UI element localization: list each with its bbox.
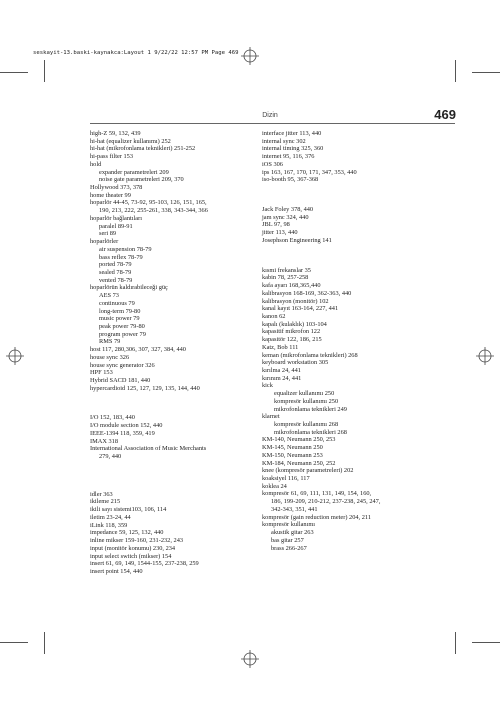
index-entry: HPF 153 [90,369,113,377]
crop-mark-top-left-v [44,60,45,82]
index-subentry: equalizer kullanımı 250 [274,390,335,398]
index-subentry: continuous 79 [99,299,135,307]
index-subentry: vented 78-79 [99,276,133,284]
index-entry: Josephson Engineering 141 [262,236,332,244]
header-rule [90,123,455,124]
index-entry: kompresör (gain reduction meter) 204, 211 [262,513,371,521]
index-column-left [90,130,260,576]
index-entry: insert 61, 69, 149, 1544-155, 237-238, 259 [90,560,199,568]
index-entry: hypercardioid 125, 127, 129, 135, 144, 440 [90,384,200,392]
index-entry: iOS 306 [262,160,283,168]
index-entry: kalibrasyon (monitör) 102 [262,297,329,305]
index-subentry: bass reflex 78-79 [99,253,143,261]
index-entry: IEEE-1394 118, 359, 419 [90,429,155,437]
index-entry: home theater 99 [90,191,131,199]
index-entry: KM-145, Neumann 250 [262,444,323,452]
index-entry: idler 363 [90,490,113,498]
slug-line: seskayit-13.baski-kaynakca:Layout 1 9/22/22 12:57 PM Page 469 [33,50,239,56]
index-entry: interface jitter 113, 440 [262,130,322,137]
index-entry: International Association of Music Merchants [90,445,207,453]
index-entry: hoparlörün kaldırabileceği güç [90,284,168,292]
crop-mark-bottom-right-v [455,632,456,654]
index-group-i-lower [90,491,260,576]
index-subentry: 190, 213, 222, 255-261, 338, 343-344, 366 [99,207,208,215]
index-entry: KM-150, Neumann 253 [262,451,323,459]
registration-mark-bottom-icon [241,650,259,668]
crop-mark-bottom-left-h [0,642,28,643]
crop-mark-bottom-right-h [472,642,500,643]
index-entry: house sync generator 326 [90,361,155,369]
index-subentry: long-term 79-80 [99,307,141,315]
index-entry: hold [90,160,102,168]
index-group-i [262,130,452,184]
index-entry: hoparlör 44-45, 73-92, 95-103, 126, 151, 165, [90,199,207,207]
index-column-right [262,130,452,552]
index-entry: internal timing 325, 360 [262,145,324,153]
index-subentry: 342-343, 351, 441 [271,505,318,513]
group-spacer [90,392,260,414]
index-entry: house sync 326 [90,353,130,361]
index-entry: kafa ayarı 168,365,440 [262,282,321,290]
index-entry: KM-140, Neumann 250, 253 [262,436,336,444]
index-subentry: peak power 79-80 [99,322,145,330]
index-subentry: music power 79 [99,315,140,323]
index-entry: kısmi frekanslar 35 [262,266,311,274]
index-entry: ikili sayı sistemi103, 106, 114 [90,506,167,514]
index-entry: koaksiyel 116, 117 [262,475,310,483]
index-entry: impedance 59, 125, 132, 440 [90,529,164,537]
index-entry: keyboard workstation 305 [262,359,329,367]
index-subentry: noise gate parametreleri 209, 370 [99,176,184,184]
crop-mark-bottom-left-v [44,632,45,654]
index-entry: inline mikser 159-160, 231-232, 243 [90,537,184,545]
index-group-i-upper [90,414,260,460]
index-entry: high-Z 59, 132, 439 [90,130,141,137]
index-entry: jitter 113, 440 [262,229,298,237]
index-entry: insert point 154, 440 [90,567,143,575]
page-number: 469 [434,107,456,122]
index-subentry: air suspension 78-79 [99,245,152,253]
index-entry: knee (kompresör parametreleri) 202 [262,467,354,475]
index-entry: iletim 23-24, 44 [90,513,131,521]
index-entry: keman (mikrofonlama teknikleri) 268 [262,351,358,359]
index-entry: internet 95, 116, 376 [262,153,315,161]
index-entry: hoparlör bağlantıları [90,214,142,222]
group-spacer [262,184,452,206]
index-entry: iso-booth 95, 367-368 [262,176,319,184]
index-subentry: 279, 440 [99,453,122,461]
index-subentry: ported 78-79 [99,261,132,269]
index-subentry: sealed 78-79 [99,268,132,276]
index-entry: ikileme 215 [90,498,121,506]
registration-mark-left-icon [6,347,24,365]
index-entry: koklea 24 [262,482,287,490]
index-entry: host 117, 280,306, 307, 327, 384, 440 [90,346,186,354]
index-entry: hi-hat (equalizer kullanımı) 252 [90,137,171,145]
index-entry: kick [262,382,273,390]
index-entry: kapasitif mikrofon 122 [262,328,321,336]
index-entry: I/O module section 152, 440 [90,422,163,430]
index-group-j [262,206,452,245]
index-entry: I/O 152, 183, 440 [90,414,135,422]
index-entry: IMAX 318 [90,437,119,445]
index-group-h [90,130,260,392]
index-subentry: 186, 199-209, 210-212, 237-238, 245, 247, [271,498,381,506]
index-entry: kanal kayıt 163-164, 227, 441 [262,305,339,313]
index-entry: kabin 78, 257-258 [262,274,309,282]
group-spacer [262,245,452,267]
index-entry: kalibrasyon 168-169, 362-363, 440 [262,289,352,297]
index-entry: kanon 62 [262,312,286,320]
index-subentry: paralel 89-91 [99,222,133,230]
index-entry: iLink 118, 359 [90,521,128,529]
index-entry: input (monitör konumu) 230, 234 [90,544,176,552]
index-entry: input select switch (mikser) 154 [90,552,172,560]
index-entry: kapasitör 122, 186, 215 [262,336,322,344]
index-entry: kompresör 61, 69, 111, 131, 149, 154, 160, [262,490,372,498]
index-subentry: mikrofonlama teknikleri 249 [274,405,347,413]
running-header-title: Dizin [262,112,278,119]
index-entry: kompresör kullanımı [262,521,316,529]
index-entry: kırınım 24, 441 [262,374,302,382]
index-entry: klarnet [262,413,280,421]
index-entry: hi-hat (mikrofonlama teknikleri) 251-252 [90,145,196,153]
index-subentry: kompresör kullanımı 250 [274,397,339,405]
index-entry: kapalı (kulaklık) 103-104 [262,320,327,328]
index-entry: kırılma 24, 441 [262,366,301,374]
crop-mark-top-left-h [0,72,28,73]
index-subentry: kompresör kullanımı 268 [274,421,339,428]
group-spacer [90,461,260,491]
index-entry: internal sync 302 [262,137,306,145]
index-subentry: mikrofonlama teknikleri 268 [274,428,347,436]
index-entry: KM-184, Neumann 250, 252 [262,459,336,467]
index-subentry: akustik gitar 263 [271,529,314,537]
index-subentry: expander parametreleri 209 [99,168,169,176]
index-subentry: RMS 79 [99,338,121,346]
index-entry: Hybrid SACD 181, 440 [90,377,151,384]
index-subentry: AES 73 [99,292,119,300]
index-entry: hi-pass filter 153 [90,153,133,161]
registration-mark-top-icon [241,47,259,65]
index-subentry: seri 89 [99,230,117,238]
index-subentry: program power 79 [99,330,146,338]
index-entry: Jack Foley 378, 440 [262,206,314,214]
index-entry: jam sync 324, 440 [262,213,309,221]
index-entry: hoparlörler [90,238,119,246]
index-group-k [262,267,452,553]
crop-mark-top-right-v [455,60,456,82]
crop-mark-top-right-h [472,72,500,73]
index-entry: Katz, Bob 111 [262,343,299,351]
index-entry: JBL 97, 98 [262,221,290,229]
index-entry: Hollywood 373, 378 [90,184,143,192]
index-subentry: bas gitar 257 [271,536,304,544]
registration-mark-right-icon [476,347,494,365]
index-entry: ips 163, 167, 170, 171, 347, 353, 440 [262,168,357,176]
index-subentry: brass 266-267 [271,544,307,552]
